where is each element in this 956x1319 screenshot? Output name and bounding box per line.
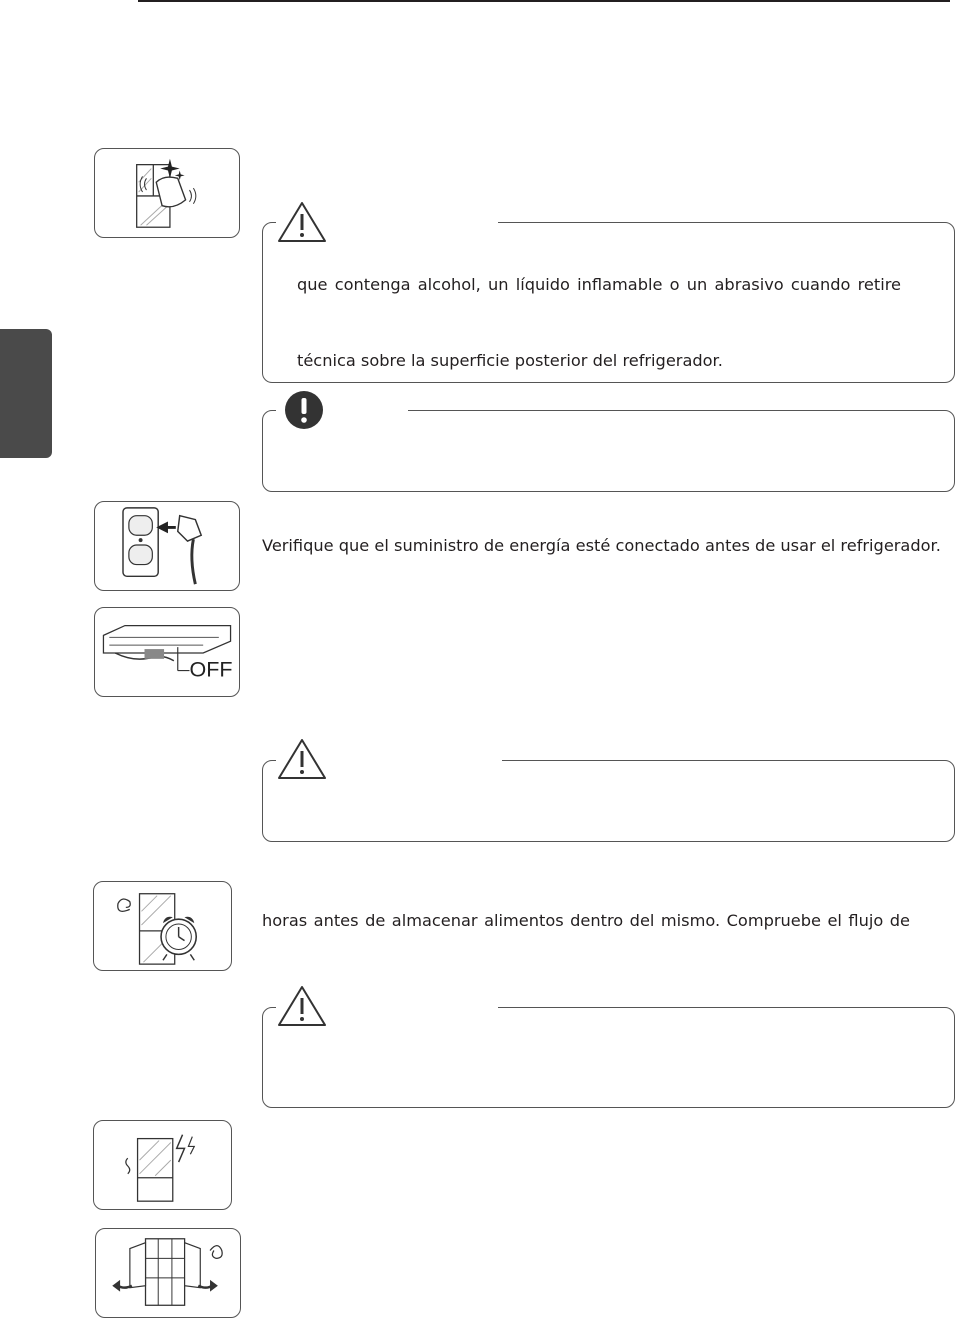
warning-triangle-icon <box>276 737 328 781</box>
caution1-line1: que contenga alcohol, un líquido inflamable o un abrasivo cuando retire <box>297 275 901 294</box>
exclamation-circle-icon <box>281 390 327 432</box>
power-plug-icon <box>94 501 240 591</box>
caution-box-ice-maker <box>262 760 955 842</box>
cooling-alarm-clock-icon <box>93 881 232 971</box>
refrigerator-doors-open-icon <box>95 1228 241 1318</box>
ice-maker-off-icon <box>94 607 240 697</box>
note-box <box>262 410 955 492</box>
cooling-wait-text: horas antes de almacenar alimentos dentro del mismo. Compruebe el flujo de <box>262 911 910 930</box>
off-label: OFF <box>189 657 233 682</box>
top-rule <box>138 0 950 2</box>
warning-triangle-icon <box>276 200 328 244</box>
cleaning-cloth-icon <box>94 148 240 238</box>
caution-box-cooling <box>262 1007 955 1108</box>
power-check-text: Verifique que el suministro de energía esté conectado antes de usar el refrigerador. <box>262 536 941 555</box>
section-side-tab <box>0 329 52 458</box>
refrigerator-noise-icon <box>93 1120 232 1210</box>
caution1-line2: técnica sobre la superficie posterior del refrigerador. <box>297 351 723 370</box>
warning-triangle-icon <box>276 984 328 1028</box>
